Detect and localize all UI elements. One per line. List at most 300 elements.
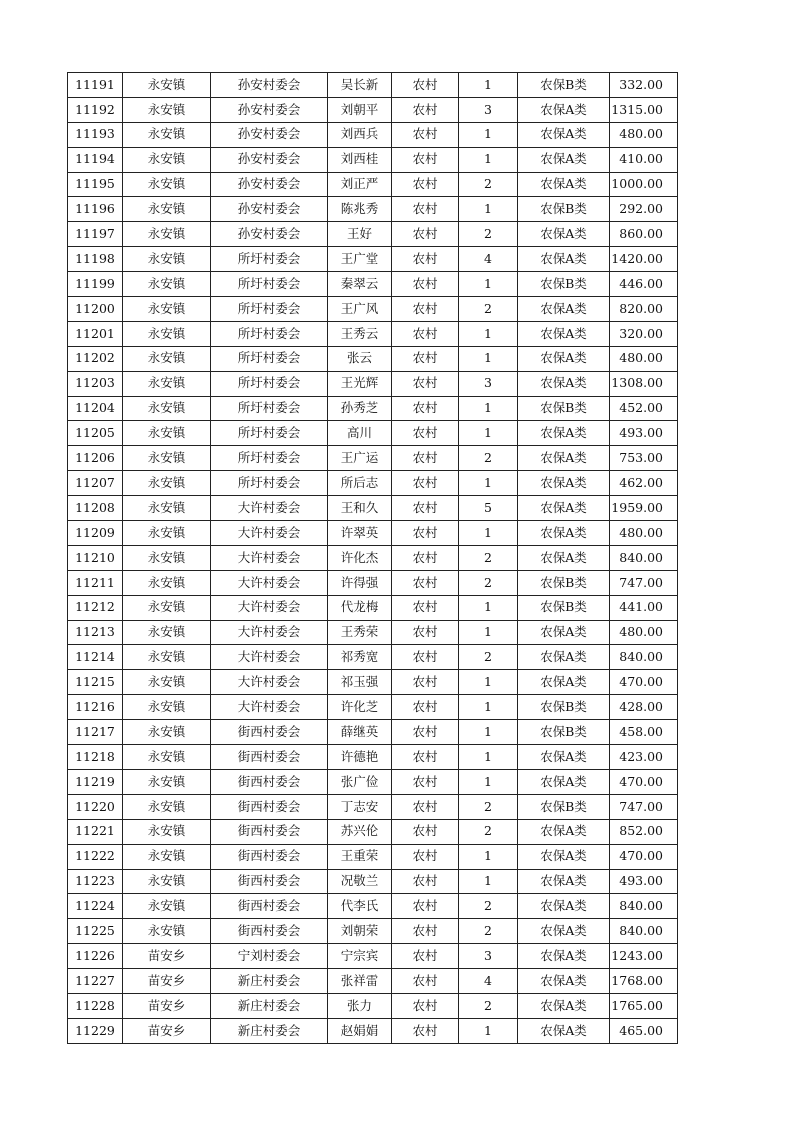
township-cell: 永安镇 — [123, 769, 211, 794]
village-committee-cell: 所圩村委会 — [211, 272, 328, 297]
category-cell: 农村 — [392, 421, 459, 446]
category-cell: 农村 — [392, 222, 459, 247]
table-row — [68, 794, 678, 819]
name-cell: 薛继英 — [328, 720, 392, 745]
household-count-cell: 1 — [459, 769, 518, 794]
table-row — [68, 1018, 678, 1043]
table-row — [68, 670, 678, 695]
amount-cell: 493.00 — [610, 869, 678, 894]
household-count-cell: 3 — [459, 944, 518, 969]
name-cell: 张广俭 — [328, 769, 392, 794]
serial-number-cell: 11206 — [68, 446, 123, 471]
category-cell: 农村 — [392, 396, 459, 421]
village-committee-cell: 街西村委会 — [211, 794, 328, 819]
township-cell: 永安镇 — [123, 321, 211, 346]
amount-cell: 465.00 — [610, 1018, 678, 1043]
category-cell: 农村 — [392, 496, 459, 521]
table-row — [68, 371, 678, 396]
serial-number-cell: 11214 — [68, 645, 123, 670]
table-row — [68, 745, 678, 770]
insurance-type-cell: 农保A类 — [518, 919, 610, 944]
township-cell: 永安镇 — [123, 272, 211, 297]
amount-cell: 320.00 — [610, 321, 678, 346]
insurance-type-cell: 农保A类 — [518, 496, 610, 521]
name-cell: 赵娟娟 — [328, 1018, 392, 1043]
category-cell: 农村 — [392, 969, 459, 994]
household-count-cell: 2 — [459, 993, 518, 1018]
name-cell: 许得强 — [328, 570, 392, 595]
serial-number-cell: 11209 — [68, 521, 123, 546]
township-cell: 永安镇 — [123, 73, 211, 98]
category-cell: 农村 — [392, 745, 459, 770]
household-count-cell: 1 — [459, 869, 518, 894]
category-cell: 农村 — [392, 769, 459, 794]
township-cell: 永安镇 — [123, 122, 211, 147]
township-cell: 永安镇 — [123, 670, 211, 695]
table-row — [68, 894, 678, 919]
insurance-type-cell: 农保A类 — [518, 769, 610, 794]
village-committee-cell: 孙安村委会 — [211, 73, 328, 98]
village-committee-cell: 街西村委会 — [211, 869, 328, 894]
category-cell: 农村 — [392, 297, 459, 322]
name-cell: 王广堂 — [328, 247, 392, 272]
name-cell: 王秀荣 — [328, 620, 392, 645]
household-count-cell: 2 — [459, 570, 518, 595]
township-cell: 永安镇 — [123, 595, 211, 620]
amount-cell: 840.00 — [610, 545, 678, 570]
amount-cell: 332.00 — [610, 73, 678, 98]
category-cell: 农村 — [392, 645, 459, 670]
serial-number-cell: 11215 — [68, 670, 123, 695]
village-committee-cell: 所圩村委会 — [211, 297, 328, 322]
category-cell: 农村 — [392, 97, 459, 122]
name-cell: 代李氏 — [328, 894, 392, 919]
township-cell: 苗安乡 — [123, 969, 211, 994]
insurance-type-cell: 农保B类 — [518, 396, 610, 421]
serial-number-cell: 11205 — [68, 421, 123, 446]
amount-cell: 1959.00 — [610, 496, 678, 521]
amount-cell: 452.00 — [610, 396, 678, 421]
name-cell: 许翠英 — [328, 521, 392, 546]
table-row — [68, 620, 678, 645]
township-cell: 永安镇 — [123, 545, 211, 570]
township-cell: 永安镇 — [123, 894, 211, 919]
village-committee-cell: 街西村委会 — [211, 769, 328, 794]
village-committee-cell: 街西村委会 — [211, 894, 328, 919]
name-cell: 刘正严 — [328, 172, 392, 197]
name-cell: 所后志 — [328, 471, 392, 496]
household-count-cell: 2 — [459, 919, 518, 944]
amount-cell: 428.00 — [610, 695, 678, 720]
serial-number-cell: 11192 — [68, 97, 123, 122]
village-committee-cell: 大许村委会 — [211, 595, 328, 620]
household-count-cell: 1 — [459, 272, 518, 297]
household-count-cell: 3 — [459, 97, 518, 122]
amount-cell: 820.00 — [610, 297, 678, 322]
village-committee-cell: 街西村委会 — [211, 720, 328, 745]
category-cell: 农村 — [392, 446, 459, 471]
insurance-type-cell: 农保A类 — [518, 545, 610, 570]
amount-cell: 480.00 — [610, 122, 678, 147]
village-committee-cell: 大许村委会 — [211, 645, 328, 670]
category-cell: 农村 — [392, 919, 459, 944]
insurance-type-cell: 农保A类 — [518, 645, 610, 670]
village-committee-cell: 所圩村委会 — [211, 371, 328, 396]
village-committee-cell: 孙安村委会 — [211, 122, 328, 147]
village-committee-cell: 街西村委会 — [211, 745, 328, 770]
household-count-cell: 1 — [459, 197, 518, 222]
name-cell: 王好 — [328, 222, 392, 247]
table-row — [68, 645, 678, 670]
household-count-cell: 1 — [459, 521, 518, 546]
table-row — [68, 944, 678, 969]
insurance-type-cell: 农保A类 — [518, 819, 610, 844]
township-cell: 永安镇 — [123, 471, 211, 496]
serial-number-cell: 11216 — [68, 695, 123, 720]
village-committee-cell: 大许村委会 — [211, 670, 328, 695]
household-count-cell: 1 — [459, 471, 518, 496]
household-count-cell: 1 — [459, 73, 518, 98]
amount-cell: 480.00 — [610, 620, 678, 645]
name-cell: 孙秀芝 — [328, 396, 392, 421]
insurance-type-cell: 农保B类 — [518, 794, 610, 819]
amount-cell: 1308.00 — [610, 371, 678, 396]
table-row — [68, 720, 678, 745]
village-committee-cell: 街西村委会 — [211, 919, 328, 944]
amount-cell: 410.00 — [610, 147, 678, 172]
village-committee-cell: 所圩村委会 — [211, 421, 328, 446]
amount-cell: 423.00 — [610, 745, 678, 770]
household-count-cell: 1 — [459, 396, 518, 421]
household-count-cell: 2 — [459, 794, 518, 819]
amount-cell: 1000.00 — [610, 172, 678, 197]
household-count-cell: 2 — [459, 297, 518, 322]
table-row — [68, 496, 678, 521]
amount-cell: 493.00 — [610, 421, 678, 446]
category-cell: 农村 — [392, 844, 459, 869]
insurance-type-cell: 农保B类 — [518, 570, 610, 595]
village-committee-cell: 所圩村委会 — [211, 321, 328, 346]
table-row — [68, 545, 678, 570]
amount-cell: 470.00 — [610, 844, 678, 869]
household-count-cell: 3 — [459, 371, 518, 396]
village-committee-cell: 大许村委会 — [211, 545, 328, 570]
township-cell: 永安镇 — [123, 421, 211, 446]
name-cell: 王光辉 — [328, 371, 392, 396]
insurance-type-cell: 农保B类 — [518, 695, 610, 720]
serial-number-cell: 11229 — [68, 1018, 123, 1043]
name-cell: 代龙梅 — [328, 595, 392, 620]
village-committee-cell: 所圩村委会 — [211, 247, 328, 272]
category-cell: 农村 — [392, 894, 459, 919]
category-cell: 农村 — [392, 944, 459, 969]
name-cell: 张祥雷 — [328, 969, 392, 994]
village-committee-cell: 所圩村委会 — [211, 346, 328, 371]
household-count-cell: 1 — [459, 346, 518, 371]
category-cell: 农村 — [392, 720, 459, 745]
category-cell: 农村 — [392, 620, 459, 645]
category-cell: 农村 — [392, 819, 459, 844]
township-cell: 永安镇 — [123, 521, 211, 546]
household-count-cell: 1 — [459, 745, 518, 770]
category-cell: 农村 — [392, 570, 459, 595]
township-cell: 永安镇 — [123, 695, 211, 720]
category-cell: 农村 — [392, 346, 459, 371]
name-cell: 王广风 — [328, 297, 392, 322]
table-row — [68, 172, 678, 197]
amount-cell: 292.00 — [610, 197, 678, 222]
township-cell: 永安镇 — [123, 297, 211, 322]
table-row — [68, 396, 678, 421]
name-cell: 祁玉强 — [328, 670, 392, 695]
name-cell: 张力 — [328, 993, 392, 1018]
insurance-type-cell: 农保A类 — [518, 371, 610, 396]
household-count-cell: 1 — [459, 670, 518, 695]
amount-cell: 462.00 — [610, 471, 678, 496]
amount-cell: 1243.00 — [610, 944, 678, 969]
insurance-type-cell: 农保A类 — [518, 297, 610, 322]
township-cell: 永安镇 — [123, 645, 211, 670]
insurance-type-cell: 农保B类 — [518, 197, 610, 222]
benefit-table — [67, 72, 678, 1044]
household-count-cell: 2 — [459, 894, 518, 919]
township-cell: 苗安乡 — [123, 1018, 211, 1043]
amount-cell: 480.00 — [610, 521, 678, 546]
township-cell: 永安镇 — [123, 371, 211, 396]
amount-cell: 1315.00 — [610, 97, 678, 122]
amount-cell: 458.00 — [610, 720, 678, 745]
category-cell: 农村 — [392, 545, 459, 570]
household-count-cell: 1 — [459, 595, 518, 620]
table-row — [68, 421, 678, 446]
table-row — [68, 97, 678, 122]
serial-number-cell: 11208 — [68, 496, 123, 521]
amount-cell: 852.00 — [610, 819, 678, 844]
insurance-type-cell: 农保A类 — [518, 969, 610, 994]
household-count-cell: 1 — [459, 321, 518, 346]
household-count-cell: 1 — [459, 695, 518, 720]
household-count-cell: 2 — [459, 545, 518, 570]
township-cell: 永安镇 — [123, 745, 211, 770]
name-cell: 高川 — [328, 421, 392, 446]
serial-number-cell: 11198 — [68, 247, 123, 272]
name-cell: 许化芝 — [328, 695, 392, 720]
insurance-type-cell: 农保A类 — [518, 993, 610, 1018]
insurance-type-cell: 农保A类 — [518, 247, 610, 272]
category-cell: 农村 — [392, 172, 459, 197]
insurance-type-cell: 农保A类 — [518, 147, 610, 172]
amount-cell: 747.00 — [610, 794, 678, 819]
insurance-type-cell: 农保A类 — [518, 894, 610, 919]
serial-number-cell: 11191 — [68, 73, 123, 98]
insurance-type-cell: 农保A类 — [518, 471, 610, 496]
serial-number-cell: 11222 — [68, 844, 123, 869]
village-committee-cell: 所圩村委会 — [211, 396, 328, 421]
township-cell: 永安镇 — [123, 197, 211, 222]
name-cell: 王秀云 — [328, 321, 392, 346]
table-row — [68, 297, 678, 322]
table-row — [68, 819, 678, 844]
township-cell: 永安镇 — [123, 794, 211, 819]
amount-cell: 470.00 — [610, 670, 678, 695]
table-row — [68, 570, 678, 595]
serial-number-cell: 11217 — [68, 720, 123, 745]
insurance-type-cell: 农保A类 — [518, 620, 610, 645]
insurance-type-cell: 农保B类 — [518, 272, 610, 297]
village-committee-cell: 街西村委会 — [211, 844, 328, 869]
serial-number-cell: 11219 — [68, 769, 123, 794]
household-count-cell: 2 — [459, 222, 518, 247]
serial-number-cell: 11213 — [68, 620, 123, 645]
serial-number-cell: 11203 — [68, 371, 123, 396]
township-cell: 苗安乡 — [123, 993, 211, 1018]
township-cell: 永安镇 — [123, 172, 211, 197]
name-cell: 丁志安 — [328, 794, 392, 819]
serial-number-cell: 11194 — [68, 147, 123, 172]
village-committee-cell: 大许村委会 — [211, 521, 328, 546]
insurance-type-cell: 农保A类 — [518, 1018, 610, 1043]
table-row — [68, 993, 678, 1018]
amount-cell: 480.00 — [610, 346, 678, 371]
township-cell: 永安镇 — [123, 97, 211, 122]
name-cell: 王和久 — [328, 496, 392, 521]
serial-number-cell: 11223 — [68, 869, 123, 894]
insurance-type-cell: 农保A类 — [518, 844, 610, 869]
name-cell: 刘朝平 — [328, 97, 392, 122]
household-count-cell: 5 — [459, 496, 518, 521]
insurance-type-cell: 农保B类 — [518, 595, 610, 620]
category-cell: 农村 — [392, 869, 459, 894]
township-cell: 永安镇 — [123, 247, 211, 272]
township-cell: 永安镇 — [123, 919, 211, 944]
village-committee-cell: 所圩村委会 — [211, 471, 328, 496]
serial-number-cell: 11212 — [68, 595, 123, 620]
table-row — [68, 869, 678, 894]
serial-number-cell: 11220 — [68, 794, 123, 819]
village-committee-cell: 大许村委会 — [211, 695, 328, 720]
township-cell: 永安镇 — [123, 346, 211, 371]
township-cell: 永安镇 — [123, 720, 211, 745]
insurance-type-cell: 农保B类 — [518, 720, 610, 745]
household-count-cell: 4 — [459, 969, 518, 994]
amount-cell: 446.00 — [610, 272, 678, 297]
name-cell: 陈兆秀 — [328, 197, 392, 222]
serial-number-cell: 11221 — [68, 819, 123, 844]
table-row — [68, 695, 678, 720]
category-cell: 农村 — [392, 247, 459, 272]
name-cell: 刘朝荣 — [328, 919, 392, 944]
household-count-cell: 1 — [459, 122, 518, 147]
township-cell: 永安镇 — [123, 147, 211, 172]
serial-number-cell: 11226 — [68, 944, 123, 969]
village-committee-cell: 新庄村委会 — [211, 993, 328, 1018]
village-committee-cell: 大许村委会 — [211, 570, 328, 595]
amount-cell: 753.00 — [610, 446, 678, 471]
amount-cell: 1765.00 — [610, 993, 678, 1018]
table-row — [68, 122, 678, 147]
insurance-type-cell: 农保A类 — [518, 97, 610, 122]
table-row — [68, 197, 678, 222]
serial-number-cell: 11197 — [68, 222, 123, 247]
amount-cell: 840.00 — [610, 894, 678, 919]
serial-number-cell: 11204 — [68, 396, 123, 421]
household-count-cell: 1 — [459, 1018, 518, 1043]
serial-number-cell: 11202 — [68, 346, 123, 371]
household-count-cell: 2 — [459, 446, 518, 471]
category-cell: 农村 — [392, 595, 459, 620]
name-cell: 王重荣 — [328, 844, 392, 869]
household-count-cell: 2 — [459, 172, 518, 197]
category-cell: 农村 — [392, 122, 459, 147]
serial-number-cell: 11200 — [68, 297, 123, 322]
township-cell: 永安镇 — [123, 570, 211, 595]
category-cell: 农村 — [392, 993, 459, 1018]
name-cell: 张云 — [328, 346, 392, 371]
village-committee-cell: 街西村委会 — [211, 819, 328, 844]
village-committee-cell: 新庄村委会 — [211, 1018, 328, 1043]
name-cell: 祁秀宽 — [328, 645, 392, 670]
insurance-type-cell: 农保A类 — [518, 869, 610, 894]
amount-cell: 840.00 — [610, 645, 678, 670]
village-committee-cell: 大许村委会 — [211, 620, 328, 645]
village-committee-cell: 宁刘村委会 — [211, 944, 328, 969]
table-row — [68, 969, 678, 994]
amount-cell: 1768.00 — [610, 969, 678, 994]
table-row — [68, 595, 678, 620]
name-cell: 宁宗宾 — [328, 944, 392, 969]
village-committee-cell: 孙安村委会 — [211, 147, 328, 172]
township-cell: 永安镇 — [123, 496, 211, 521]
table-row — [68, 272, 678, 297]
table-row — [68, 521, 678, 546]
table-row — [68, 222, 678, 247]
township-cell: 苗安乡 — [123, 944, 211, 969]
insurance-type-cell: 农保A类 — [518, 670, 610, 695]
name-cell: 况敬兰 — [328, 869, 392, 894]
township-cell: 永安镇 — [123, 222, 211, 247]
household-count-cell: 4 — [459, 247, 518, 272]
table-row — [68, 73, 678, 98]
table-row — [68, 446, 678, 471]
township-cell: 永安镇 — [123, 844, 211, 869]
category-cell: 农村 — [392, 521, 459, 546]
serial-number-cell: 11195 — [68, 172, 123, 197]
table-row — [68, 247, 678, 272]
category-cell: 农村 — [392, 471, 459, 496]
insurance-type-cell: 农保A类 — [518, 122, 610, 147]
amount-cell: 1420.00 — [610, 247, 678, 272]
category-cell: 农村 — [392, 73, 459, 98]
name-cell: 吴长新 — [328, 73, 392, 98]
insurance-type-cell: 农保A类 — [518, 944, 610, 969]
insurance-type-cell: 农保B类 — [518, 73, 610, 98]
household-count-cell: 1 — [459, 720, 518, 745]
serial-number-cell: 11196 — [68, 197, 123, 222]
insurance-type-cell: 农保A类 — [518, 521, 610, 546]
township-cell: 永安镇 — [123, 396, 211, 421]
table-body — [68, 73, 678, 1044]
table-row — [68, 346, 678, 371]
category-cell: 农村 — [392, 371, 459, 396]
amount-cell: 840.00 — [610, 919, 678, 944]
insurance-type-cell: 农保A类 — [518, 222, 610, 247]
table-row — [68, 321, 678, 346]
amount-cell: 860.00 — [610, 222, 678, 247]
household-count-cell: 2 — [459, 645, 518, 670]
name-cell: 刘西兵 — [328, 122, 392, 147]
household-count-cell: 1 — [459, 620, 518, 645]
table-row — [68, 844, 678, 869]
